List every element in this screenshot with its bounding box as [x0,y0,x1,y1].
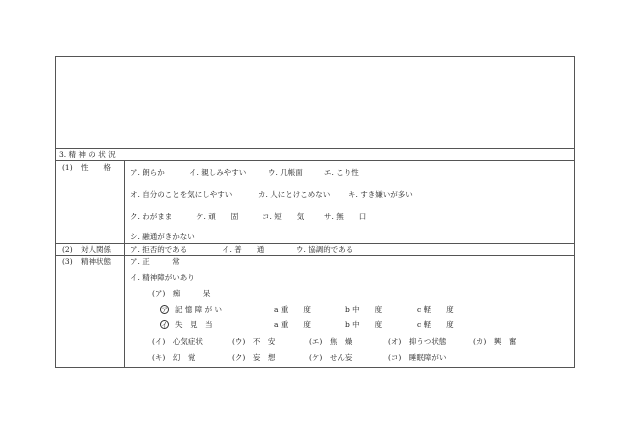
relations-item: ア. 拒否的である [130,245,188,254]
relations-item: イ. 普 通 [222,245,265,254]
rule-relations [56,243,574,244]
section-title: 3. 精 神 の 状 況 [59,150,116,159]
rule-personality [56,160,574,161]
symptom-item: (コ) 睡眠障がい [388,353,447,362]
personality-item: シ. 融通がきかない [130,232,195,241]
orientation-label: 失 見 当 [175,320,213,329]
orientation-mark: イ [161,321,168,329]
personality-item: オ. 自分のことを気にしやすい [130,190,233,199]
personality-item: キ. すき嫌いが多い [348,190,413,199]
mental-dementia: (ア) 痴 呆 [152,289,211,298]
personality-item: カ. 人にとけこめない [258,190,331,199]
rule-section [56,148,574,149]
personality-label-num: (1) [62,163,73,172]
symptom-item: (エ) 焦 燥 [309,337,353,346]
symptom-item: (ケ) せん妄 [309,353,353,362]
rule-mental [56,255,574,256]
form-sheet [55,56,575,368]
symptom-item: (ク) 妄 想 [232,353,276,362]
personality-label: 性 格 [81,163,111,172]
personality-item: コ. 短 気 [262,212,305,221]
orientation-degree: b 中 度 [345,320,383,329]
personality-item: ケ. 頑 固 [196,212,239,221]
symptom-item: (ウ) 不 安 [232,337,276,346]
memory-mark: ア [161,306,168,314]
mental-disorder: イ. 精神障がいあり [130,273,195,282]
relations-label: 対人関係 [81,245,111,254]
symptom-item: (イ) 心気症状 [152,337,203,346]
personality-item: ク. わがまま [130,212,173,221]
memory-degree: c 軽 度 [417,305,454,314]
personality-item: ア. 朗らか [130,168,165,177]
mental-label-num: (3) [62,257,73,266]
mental-label: 精神状態 [81,257,111,266]
relations-label-num: (2) [62,245,73,254]
personality-item: ウ. 几帳面 [268,168,303,177]
symptom-item: (キ) 幻 覚 [152,353,196,362]
symptom-item: (カ) 興 奮 [473,337,517,346]
orientation-degree: a 重 度 [274,320,311,329]
orientation-degree: c 軽 度 [417,320,454,329]
relations-item: ウ. 協調的である [296,245,354,254]
mental-normal: ア. 正 常 [130,257,180,266]
memory-degree: b 中 度 [345,305,383,314]
personality-item: サ. 無 口 [324,212,367,221]
personality-item: イ. 親しみやすい [189,168,247,177]
label-column-divider [124,160,125,367]
personality-item: エ. こり性 [324,168,359,177]
memory-degree: a 重 度 [274,305,311,314]
symptom-item: (オ) 抑うつ状態 [388,337,447,346]
memory-label: 記 憶 障 が い [175,305,223,314]
